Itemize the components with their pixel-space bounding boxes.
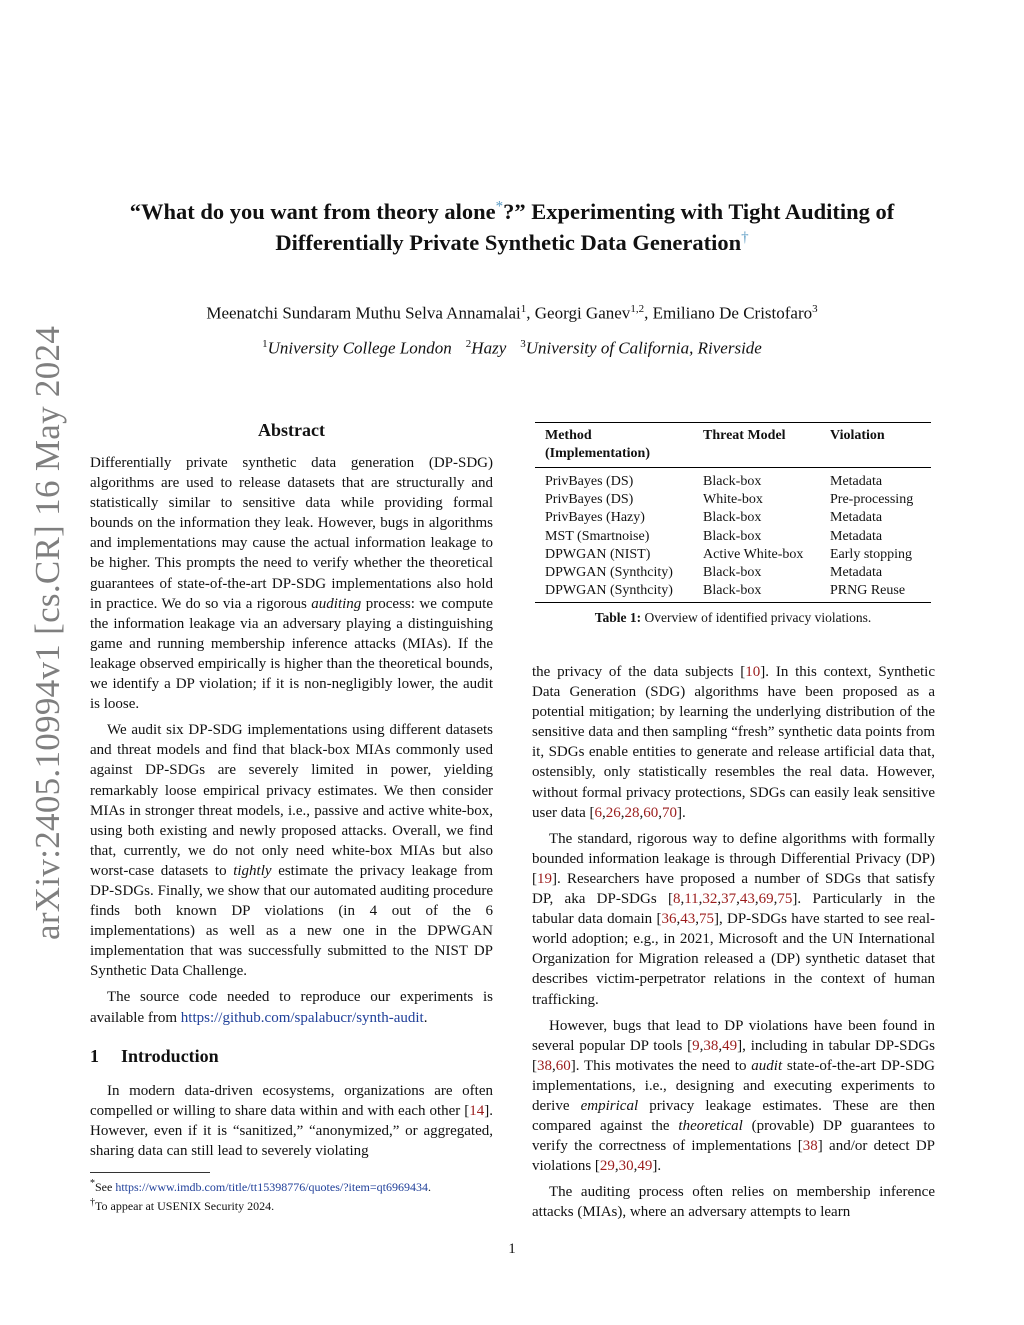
citation-link[interactable]: 28	[624, 804, 640, 821]
affiliation-2: Hazy	[471, 338, 507, 358]
footnote-rule	[90, 1172, 210, 1173]
right-paragraph-3: However, bugs that lead to DP violations have been found in several popular DP tools [9,38,49], including in tabular DP-SDGs [38,60]. This motivates the need to audit state-of-the-art DP-SDG implementations, i.e., designing and executing experiments to derive empirical privacy leakage estimates. These are then compared against the theoretical (provable) DP guarantees to verify the correctness of implementations [38] and/or detect DP violations [29,30,49].	[532, 1017, 935, 1175]
table-header-row	[535, 423, 931, 468]
abstract-paragraph-3: The source code needed to reproduce our experiments is available from https://github.com/spalabucr/synth-audit.	[90, 989, 493, 1026]
table-row: PrivBayes (DS) White-box Pre-processing	[545, 492, 914, 508]
table-row: PrivBayes (DS) Black-box Metadata	[545, 474, 883, 489]
table-row: DPWGAN (Synthcity) Black-box Metadata	[545, 565, 883, 581]
table-header-method: Method (Implementation)	[545, 428, 650, 461]
citation-link[interactable]: 8	[672, 891, 681, 908]
citation-link[interactable]: 43	[680, 911, 696, 928]
footnote-2: †To appear at USENIX Security 2024.	[90, 1197, 275, 1213]
citation-link[interactable]: 29	[599, 1158, 615, 1175]
citation-link[interactable]: 69	[758, 891, 774, 908]
abstract-paragraph-1: Differentially private synthetic data generation (DP-SDG) algorithms are used to release datasets that are structurally and statistically similar to sensitive data while providing formal bounds on the information they leak. However, bugs in algorithms and implementations may cause the actual information leakage to be higher. This prompts the need to verify whether the theoretical guarantees of state-of-the-art DP-SDG implementations also hold in practice. We do so via a rigorous auditing process: we compute the information leakage via an adversary playing a distinguishing game and running membership inference attacks (MIAs). If the leakage observed empirically is higher than the theoretical bounds, we identify a DP violation; if it is non-negligibly lower, the audit is loose.	[90, 455, 493, 713]
arxiv-sidebar-stamp: arXiv:2405.10994v1 [cs.CR] 16 May 2024	[28, 325, 67, 940]
violations-table	[535, 422, 931, 603]
affiliation-1: University College London	[267, 338, 452, 358]
table-header-violation: Violation	[830, 428, 885, 443]
affiliations: $^1$University College London $^2$Hazy $^3$University of California, Riverside	[262, 338, 762, 358]
introduction-heading: 1 Introduction	[90, 1045, 219, 1066]
table-header-threat-model: Threat Model	[703, 428, 786, 443]
citation-link[interactable]: 38	[537, 1057, 552, 1074]
citation-link[interactable]: 26	[605, 804, 621, 821]
citation-link[interactable]: 75	[777, 891, 793, 908]
citation-link[interactable]: 49	[637, 1158, 653, 1175]
title-footnote-mark-2[interactable]: †	[741, 229, 749, 246]
abstract-paragraph-2: We audit six DP-SDG implementations using different datasets and threat models and find that black-box MIAs commonly used against DP-SDGs are severely limited in power, yielding remarkably loose empirical privacy estimates. We then consider MIAs in stronger threat models, i.e., passive and active white-box, using both existing and newly proposed attacks. Overall, we find that, currently, we do not only need white-box MIAs but also worst-case datasets to tightly estimate the privacy leakage from DP-SDGs. Finally, we show that our automated auditing procedure finds both known DP violations (in 4 out of the 6 implementations) as well as a new one in the DPWGAN implementation that was successfully submitted to the NIST DP Synthetic Data Challenge.	[90, 722, 493, 980]
citation-link[interactable]: 38	[703, 1037, 719, 1054]
citation-link[interactable]: 30	[618, 1158, 634, 1175]
table-row: DPWGAN (Synthcity) Black-box PRNG Reuse	[545, 583, 906, 599]
affiliation-3: University of California, Riverside	[525, 338, 762, 358]
table-caption: Table 1: Overview of identified privacy violations.	[594, 610, 872, 625]
author-1: Meenatchi Sundaram Muthu Selva Annamalai	[206, 303, 521, 323]
right-column	[532, 662, 935, 1229]
title-footnote-mark-1[interactable]: *	[495, 198, 504, 215]
citation-link[interactable]: 60	[643, 804, 659, 821]
paper-title: “What do you want from theory alone*?” Experimenting with Tight Auditing of Differentially Private Synthetic Data Generation†	[129, 198, 895, 255]
right-paragraph-1: the privacy of the data subjects [10]. In this context, Synthetic Data Generation (SDG) algorithms have been proposed as a potential mitigation; by learning the underlying distribution of the sensitive data and then sampling “fresh” synthetic data points from it, SDGs enable entities to generate and release artificial data that, ostensibly, only statistically resembles the real data. However, without formal privacy protections, SDGs can easily leak sensitive user data [6,26,28,60,70].	[532, 664, 935, 821]
citation-link[interactable]: 14	[469, 1102, 485, 1119]
footnote-1: *See https://www.imdb.com/title/tt15398776/quotes/?item=qt6969434.	[90, 1178, 431, 1194]
citation-link[interactable]: 38	[802, 1138, 818, 1155]
table-row: MST (Smartnoise) Black-box Metadata	[545, 528, 883, 544]
table-row: DPWGAN (NIST) Active White-box Early stopping	[545, 546, 913, 562]
footnotes	[90, 1176, 510, 1214]
citation-link[interactable]: 70	[661, 804, 677, 821]
citation-link[interactable]: 10	[745, 664, 761, 680]
abstract-heading: Abstract	[258, 420, 325, 440]
author-list: Meenatchi Sundaram Muthu Selva Annamalai$^1$, Georgi Ganev$^{1,2}$, Emiliano De Cristofaro$^3$	[206, 303, 818, 323]
citation-link[interactable]: 37	[721, 891, 737, 908]
citation-link[interactable]: 60	[555, 1057, 571, 1074]
citation-link[interactable]: 36	[661, 911, 677, 928]
right-paragraph-2: The standard, rigorous way to define algorithms with formally bounded information leakage is through Differential Privacy (DP) [19]. Researchers have proposed a number of SDGs that satisfy DP, aka DP-SDGs [8,11,32,37,43,69,75]. Particularly in the tabular data domain [36,43,75], DP-SDGs have started to see real-world adoption; e.g., in 2021, Microsoft and the UN International Organization for Migration released a (DP) synthetic dataset that describes victim-perpetrator relations in the context of human trafficking.	[532, 830, 936, 1008]
page-number: 1	[508, 1241, 516, 1257]
intro-paragraph-1: In modern data-driven ecosystems, organizations are often compelled or willing to share data within and with each other [14]. However, even if it is “sanitized,” “anonymized,” or aggregated, sharing data can still lead to severely violating	[90, 1082, 493, 1159]
citation-link[interactable]: 6	[594, 804, 602, 821]
source-code-link[interactable]: https://github.com/spalabucr/synth-audit	[180, 1009, 424, 1026]
citation-link[interactable]: 9	[692, 1037, 700, 1054]
citation-link[interactable]: 11	[684, 891, 699, 908]
imdb-quote-link[interactable]: https://www.imdb.com/title/tt15398776/quotes/?item=qt6969434	[115, 1180, 428, 1194]
citation-link[interactable]: 32	[702, 891, 718, 908]
citation-link[interactable]: 19	[537, 870, 552, 887]
table-row: PrivBayes (Hazy) Black-box Metadata	[545, 510, 883, 526]
citation-link[interactable]: 75	[698, 911, 714, 928]
citation-link[interactable]: 49	[722, 1037, 738, 1054]
left-column	[90, 420, 493, 1167]
right-paragraph-4: The auditing process often relies on membership inference attacks (MIAs), where an adversary attempts to learn	[532, 1184, 935, 1221]
citation-link[interactable]: 43	[739, 891, 755, 908]
author-2: , Georgi Ganev	[526, 303, 631, 323]
author-3: , Emiliano De Cristofaro	[644, 303, 813, 323]
